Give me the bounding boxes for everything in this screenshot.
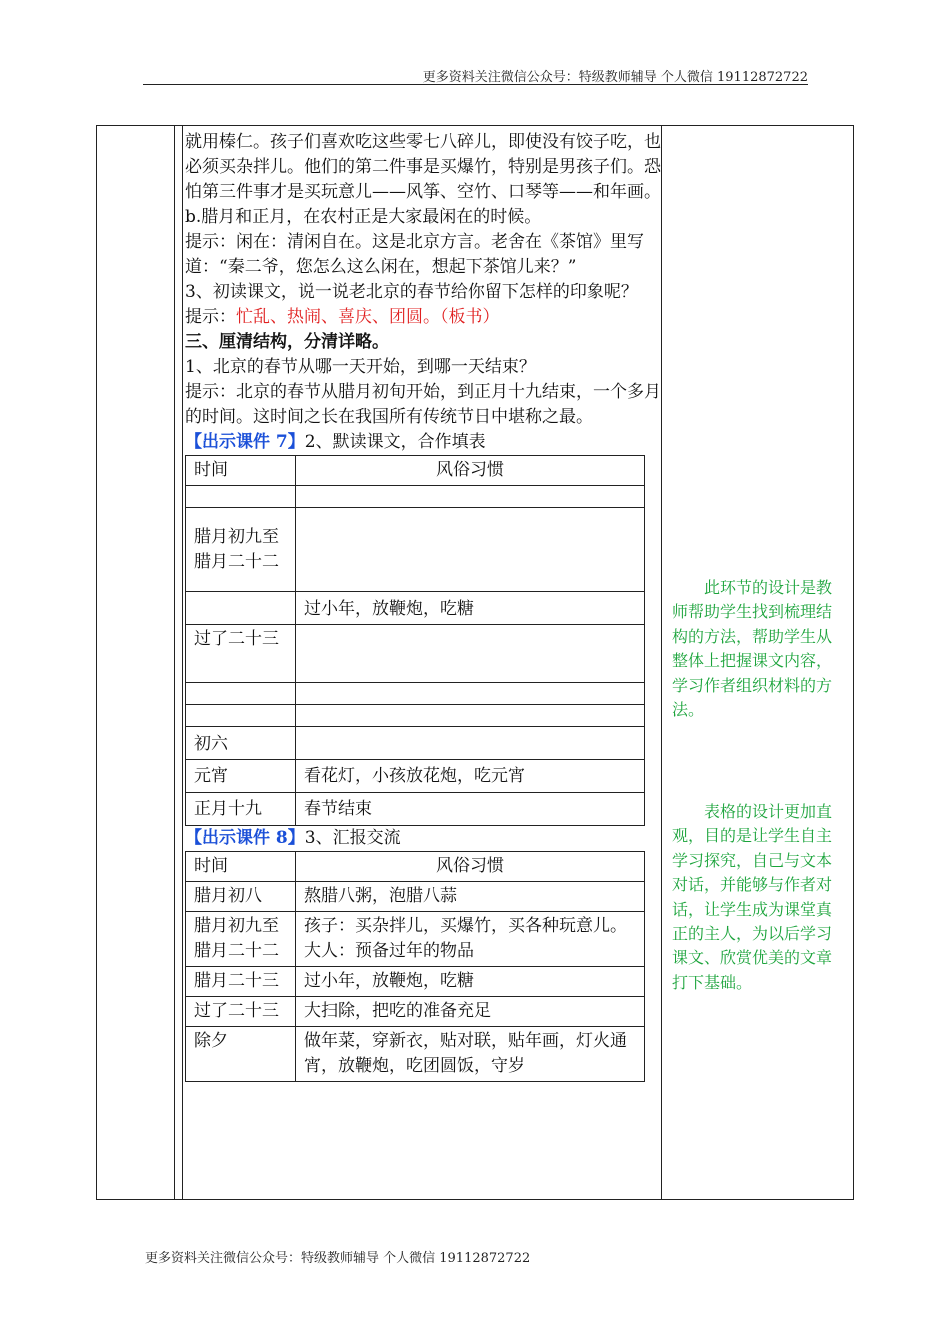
table-header-time: 时间 [186, 456, 296, 486]
hint-label: 提示： [185, 307, 236, 327]
design-note-text: 表格的设计更加直观，目的是让学生自主学习探究，自己与文本对话，并能够与作者对话，让学生成为课堂真正的主人，为以后学习课文、欣赏优美的文章打下基础。 [672, 802, 833, 992]
column-divider-1 [174, 126, 175, 1199]
table-cell [296, 912, 645, 967]
table-cell: 元宵 [186, 760, 296, 793]
table-cell [186, 592, 296, 625]
adult-tasks: 大人：预备过年的物品 [304, 941, 474, 961]
table-cell: 腊月初八 [186, 882, 296, 912]
table-cell: 腊月初九至腊月二十二 [186, 508, 296, 592]
table-cell: 做年菜，穿新衣，贴对联，贴年画，灯火通宵，放鞭炮，吃团圆饭，守岁 [296, 1027, 645, 1082]
table-cell: 大扫除，把吃的准备充足 [296, 997, 645, 1027]
table-cell: 过了二十三 [186, 997, 296, 1027]
slide-8-text: 3、汇报交流 [304, 828, 401, 848]
design-note-table [672, 800, 847, 995]
table-cell: 腊月初九至腊月二十二 [186, 912, 296, 967]
children-tasks: 孩子：买杂拌儿，买爆竹，买各种玩意儿。 [304, 916, 627, 936]
table-header-custom: 风俗习惯 [296, 852, 645, 882]
fill-in-table [185, 455, 645, 826]
table-cell: 除夕 [186, 1027, 296, 1082]
question-3: 3、初读课文，说一说老北京的春节给你留下怎样的印象呢？ [185, 282, 638, 302]
paragraph-b: b.腊月和正月，在农村正是大家最闲在的时候。 [185, 207, 542, 227]
table-cell [296, 683, 645, 705]
slide-7-line [185, 430, 663, 455]
slide-8-line [185, 826, 663, 851]
header-rule [143, 84, 808, 85]
hint-xianzai: 提示：闲在：清闲自在。这是北京方言。老舍在《茶馆》里写道：“秦二爷，您怎么这么闲在，想起下茶馆儿来？” [185, 232, 644, 277]
slide-7-label: 【出示课件 7】 [185, 432, 305, 452]
column-divider-2 [182, 126, 183, 1199]
page-header: 更多资料关注微信公众号：特级教师辅导 个人微信 19112872722 [422, 70, 808, 85]
section-heading-3: 三、厘清结构，分清详略。 [185, 332, 389, 352]
table-cell [186, 683, 296, 705]
hint-impression [185, 305, 663, 330]
hint-duration: 提示：北京的春节从腊月初旬开始，到正月十九结束，一个多月的时间。这时间之长在我国所有传统节日中堪称之最。 [185, 382, 661, 427]
table-cell: 腊月二十三 [186, 967, 296, 997]
design-note-structure [672, 576, 847, 722]
paragraph-nianhuo: 就用榛仁。孩子们喜欢吃这些零七八碎儿，即使没有饺子吃，也必须买杂拌儿。他们的第二件事是买爆竹，特别是男孩子们。恐怕第三件事才是买玩意儿——风筝、空竹、口琴等——和年画。 [185, 132, 661, 202]
page-footer: 更多资料关注微信公众号：特级教师辅导 个人微信 19112872722 [145, 1251, 531, 1266]
table-cell: 春节结束 [296, 793, 645, 826]
table-cell [296, 727, 645, 760]
table-header-time: 时间 [186, 852, 296, 882]
question-1: 1、北京的春节从哪一天开始，到哪一天结束？ [185, 357, 536, 377]
table-cell: 过小年，放鞭炮，吃糖 [296, 967, 645, 997]
answer-table [185, 851, 645, 1082]
table-cell: 熬腊八粥，泡腊八蒜 [296, 882, 645, 912]
table-cell [296, 705, 645, 727]
table-cell: 看花灯，小孩放花炮，吃元宵 [296, 760, 645, 793]
table-cell [296, 508, 645, 592]
teaching-content [185, 130, 663, 1082]
slide-8-label: 【出示课件 8】 [185, 828, 305, 848]
table-cell [186, 486, 296, 508]
table-cell [186, 705, 296, 727]
table-cell [296, 625, 645, 683]
table-cell: 过小年，放鞭炮，吃糖 [296, 592, 645, 625]
design-note-text: 此环节的设计是教师帮助学生找到梳理结构的方法，帮助学生从整体上把握课文内容，学习作者组织材料的方法。 [672, 578, 833, 720]
table-cell [296, 486, 645, 508]
board-keywords: 忙乱、热闹、喜庆、团圆。（板书） [236, 307, 500, 327]
slide-7-text: 2、默读课文，合作填表 [304, 432, 486, 452]
table-header-custom: 风俗习惯 [296, 456, 645, 486]
table-cell: 初六 [186, 727, 296, 760]
table-cell: 正月十九 [186, 793, 296, 826]
table-cell: 过了二十三 [186, 625, 296, 683]
